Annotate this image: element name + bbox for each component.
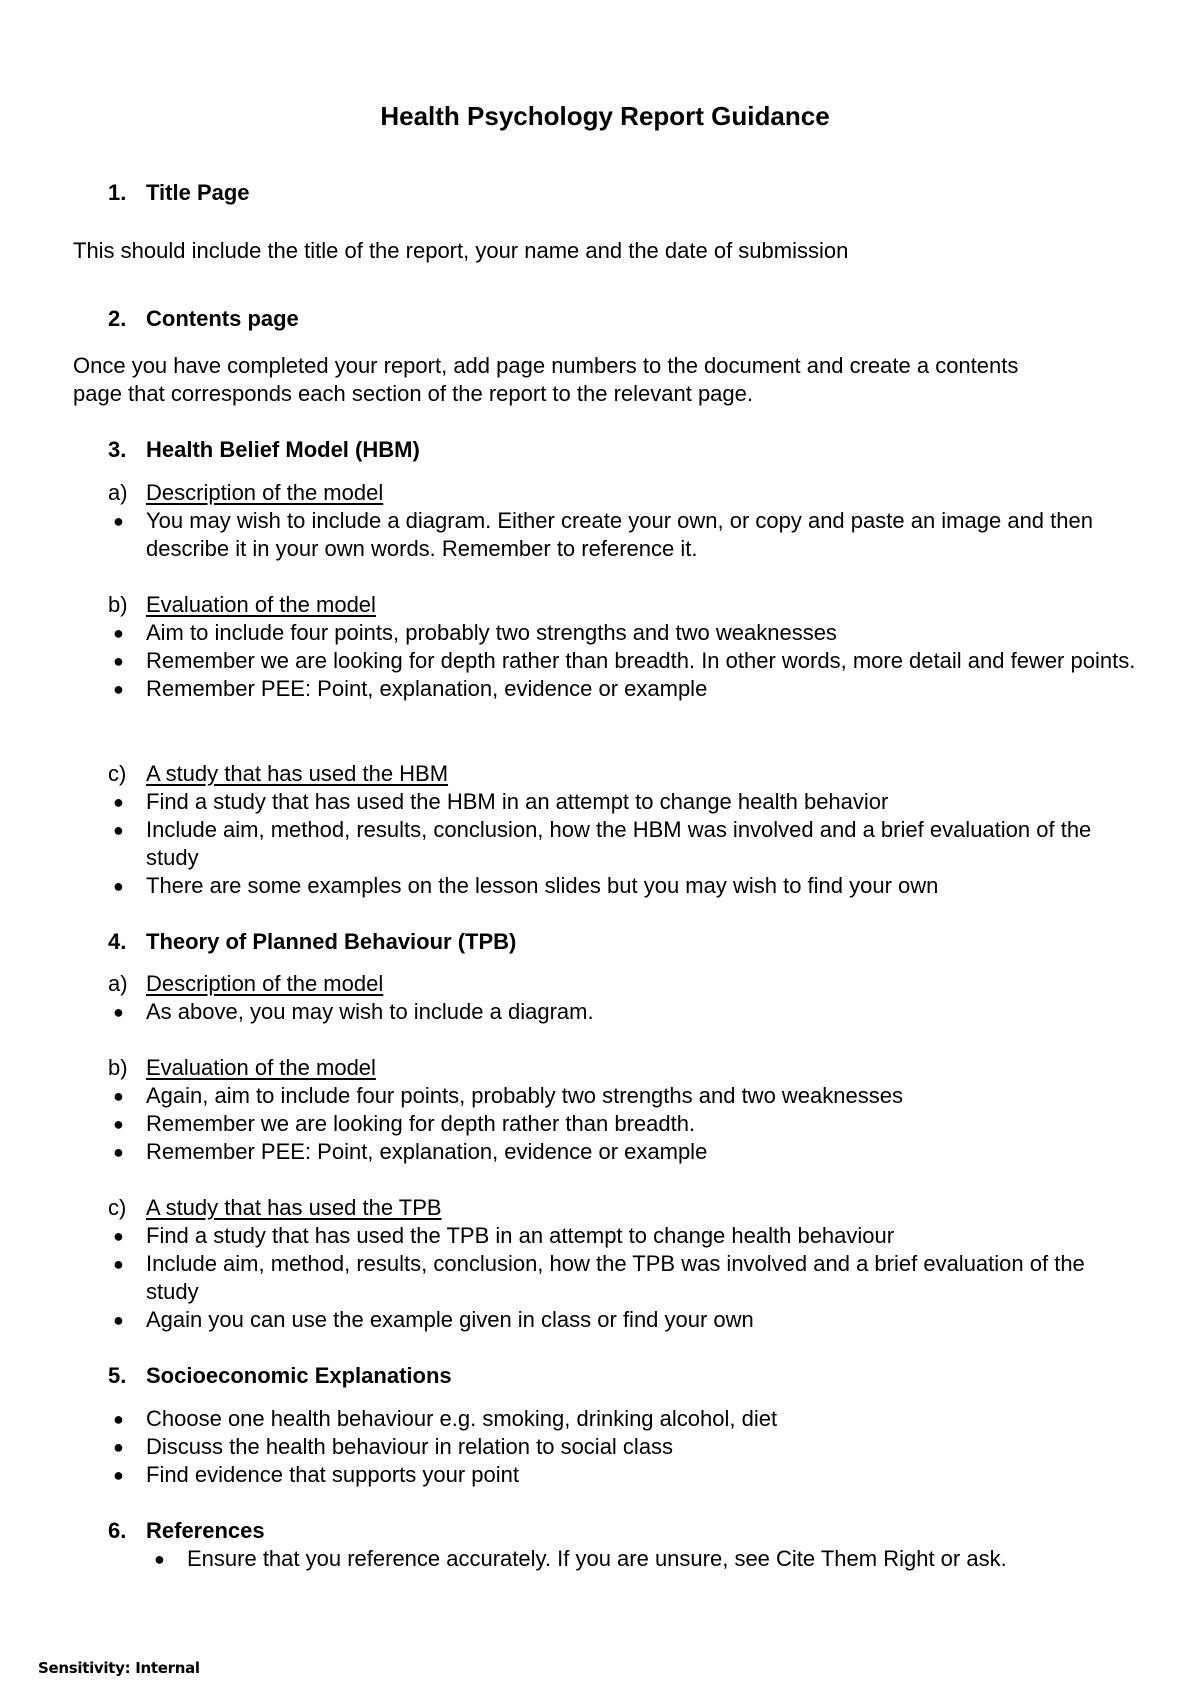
list-item-text: Include aim, method, results, conclusion, how the TPB was involved and a brief evaluation of the study (146, 1251, 1085, 1304)
subsection-title: A study that has used the TPB (146, 1195, 442, 1220)
list-item (108, 1433, 1138, 1461)
section-heading-tpb (108, 928, 1108, 956)
list-item-text: Include aim, method, results, conclusion, how the HBM was involved and a brief evaluation of the study (146, 817, 1092, 870)
subsection-letter: a) (108, 480, 128, 505)
paragraph-line: Once you have completed your report, add page numbers to the document and create a contents (73, 353, 1019, 378)
list-item (149, 1545, 1159, 1573)
list-item-text: Again you can use the example given in class or find your own (146, 1307, 754, 1332)
bullet-icon: ● (113, 1002, 124, 1022)
list-item (108, 675, 1138, 703)
list-item (108, 1306, 1138, 1334)
list-item-text: Remember PEE: Point, explanation, evidence or example (146, 676, 708, 701)
paragraph-title-page: This should include the title of the report, your name and the date of submission (73, 238, 849, 263)
list-item (108, 1082, 1138, 1110)
list-item-text: Find a study that has used the HBM in an attempt to change health behavior (146, 789, 889, 814)
list-item (108, 1138, 1138, 1166)
list-item (108, 1110, 1138, 1138)
list-item-text: Find evidence that supports your point (146, 1462, 520, 1487)
references-list (149, 1545, 1159, 1573)
list-item-text: Again, aim to include four points, probably two strengths and two weaknesses (146, 1083, 903, 1108)
section-title: Theory of Planned Behaviour (TPB) (146, 929, 517, 954)
bullet-list (108, 507, 1138, 563)
bullet-icon: ● (113, 1226, 124, 1246)
bullet-icon: ● (113, 1409, 124, 1429)
list-item-text: Remember we are looking for depth rather than breadth. In other words, more detail and fewer points. (146, 648, 1136, 673)
section-number: 3. (108, 437, 127, 462)
subsection-heading (108, 760, 1138, 788)
list-item (108, 619, 1138, 647)
list-item (108, 507, 1138, 563)
section-title: Contents page (146, 306, 299, 331)
list-item (108, 872, 1138, 900)
subsection-letter: c) (108, 761, 127, 786)
subsection-letter: a) (108, 971, 128, 996)
subsection-tpb-description (108, 970, 1138, 1026)
page-title: Health Psychology Report Guidance (380, 101, 830, 131)
bullet-icon: ● (113, 623, 124, 643)
bullet-icon: ● (113, 1254, 124, 1274)
section-title: Health Belief Model (HBM) (146, 437, 420, 462)
section-heading-socioeconomic (108, 1362, 1108, 1390)
list-item (108, 1222, 1138, 1250)
section-heading-title-page (108, 179, 1108, 207)
bullet-list (108, 1222, 1138, 1334)
bullet-icon: ● (113, 792, 124, 812)
bullet-icon: ● (113, 511, 124, 531)
list-item (108, 816, 1138, 872)
list-item-text: Remember we are looking for depth rather than breadth. (146, 1111, 696, 1136)
bullet-icon: ● (113, 876, 124, 896)
bullet-icon: ● (154, 1549, 165, 1569)
list-item-text: Find a study that has used the TPB in an attempt to change health behaviour (146, 1223, 895, 1248)
list-item (108, 647, 1138, 675)
bullet-icon: ● (113, 1437, 124, 1457)
list-item (108, 1405, 1138, 1433)
section-title: References (146, 1518, 265, 1543)
bullet-icon: ● (113, 820, 124, 840)
section-heading-hbm (108, 436, 1108, 464)
subsection-tpb-evaluation (108, 1054, 1138, 1166)
subsection-hbm-description (108, 479, 1138, 563)
subsection-heading (108, 970, 1138, 998)
list-item-text: As above, you may wish to include a diagram. (146, 999, 594, 1024)
bullet-list (149, 1545, 1159, 1573)
subsection-letter: b) (108, 1055, 128, 1080)
bullet-list (108, 619, 1138, 703)
bullet-icon: ● (113, 679, 124, 699)
subsection-hbm-study (108, 760, 1138, 900)
section-number: 1. (108, 180, 127, 205)
list-item-text: Remember PEE: Point, explanation, evidence or example (146, 1139, 708, 1164)
paragraph-line: page that corresponds each section of the report to the relevant page. (73, 381, 754, 406)
list-item-text: Ensure that you reference accurately. If you are unsure, see Cite Them Right or ask. (187, 1546, 1007, 1571)
bullet-list (108, 1082, 1138, 1166)
list-item-text: Choose one health behaviour e.g. smoking, drinking alcohol, diet (146, 1406, 778, 1431)
subsection-letter: c) (108, 1195, 127, 1220)
list-item-text: You may wish to include a diagram. Either create your own, or copy and paste an image and then describe it in your own words. Remember to reference it. (146, 508, 1093, 561)
subsection-hbm-evaluation (108, 591, 1138, 703)
section-number: 2. (108, 306, 127, 331)
subsection-heading (108, 591, 1138, 619)
bullet-icon: ● (113, 1310, 124, 1330)
subsection-title: Evaluation of the model (146, 1055, 376, 1080)
list-item (108, 1250, 1138, 1306)
section-heading-references (108, 1517, 1108, 1545)
subsection-title: Description of the model (146, 480, 384, 505)
subsection-heading (108, 1194, 1138, 1222)
list-item-text: There are some examples on the lesson slides but you may wish to find your own (146, 873, 939, 898)
section-heading-contents-page (108, 305, 1108, 333)
subsection-title: Description of the model (146, 971, 384, 996)
list-item-text: Aim to include four points, probably two strengths and two weaknesses (146, 620, 837, 645)
bullet-list (108, 1405, 1138, 1489)
subsection-heading (108, 479, 1138, 507)
bullet-icon: ● (113, 1142, 124, 1162)
subsection-letter: b) (108, 592, 128, 617)
list-item (108, 1461, 1138, 1489)
subsection-heading (108, 1054, 1138, 1082)
section-title: Title Page (146, 180, 250, 205)
list-item (108, 998, 1138, 1026)
bullet-icon: ● (113, 1114, 124, 1134)
section-number: 5. (108, 1363, 127, 1388)
bullet-icon: ● (113, 1086, 124, 1106)
bullet-icon: ● (113, 1465, 124, 1485)
section-number: 6. (108, 1518, 127, 1543)
bullet-icon: ● (113, 651, 124, 671)
section-title: Socioeconomic Explanations (146, 1363, 452, 1388)
subsection-title: A study that has used the HBM (146, 761, 449, 786)
paragraph-contents-page (73, 352, 1133, 408)
list-item-text: Discuss the health behaviour in relation to social class (146, 1434, 674, 1459)
section-number: 4. (108, 929, 127, 954)
subsection-tpb-study (108, 1194, 1138, 1334)
socioeconomic-list (108, 1405, 1138, 1489)
bullet-list (108, 998, 1138, 1026)
subsection-title: Evaluation of the model (146, 592, 376, 617)
sensitivity-label: Sensitivity: Internal (38, 1659, 200, 1677)
bullet-list (108, 788, 1138, 900)
list-item (108, 788, 1138, 816)
